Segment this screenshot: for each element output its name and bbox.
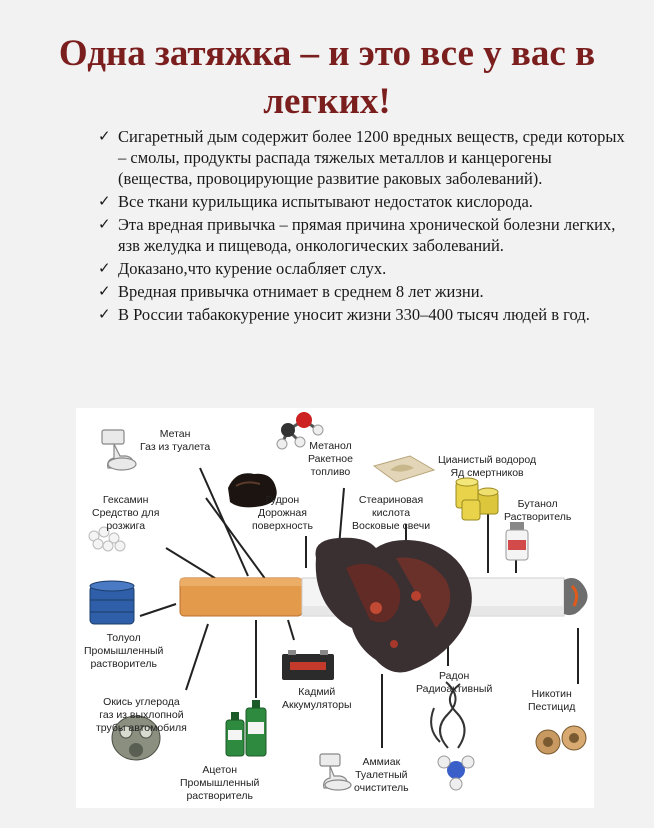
canister-icon — [456, 478, 498, 520]
label-acetone — [180, 764, 259, 803]
label-methanol-desc1: Ракетное — [308, 453, 353, 465]
label-ammonia-name: Аммиак — [362, 756, 401, 768]
lung-spot — [390, 640, 398, 648]
label-methanol — [308, 440, 353, 479]
fact-item — [98, 304, 626, 325]
ammonia-toilet-icon — [320, 754, 351, 790]
label-methane-name: Метан — [159, 428, 191, 440]
check-icon: ✓ — [98, 215, 111, 233]
ammonia-molecule-icon — [438, 756, 474, 790]
cigarette-infographic — [76, 408, 594, 808]
label-hexamine-name: Гексамин — [102, 494, 149, 506]
label-methane-desc: Газ из туалета — [140, 441, 211, 453]
label-co — [96, 696, 187, 735]
label-co-name: Окись углерода — [103, 696, 180, 708]
label-nicotine-desc: Пестицид — [528, 701, 576, 713]
label-radon-name: Радон — [439, 670, 470, 682]
check-icon: ✓ — [98, 127, 111, 145]
label-cadmium-name: Кадмий — [298, 686, 336, 698]
page-title: Одна затяжка – и это все у вас в легких! — [58, 33, 596, 122]
label-tar-name: Гудрон — [265, 494, 300, 506]
label-methane — [140, 428, 210, 454]
label-hcn — [438, 454, 536, 480]
barrel-icon — [90, 581, 134, 624]
fact-item — [98, 281, 626, 302]
line-co — [186, 624, 208, 690]
label-butanol-desc: Растворитель — [504, 511, 572, 523]
label-tar-desc1: Дорожная — [257, 507, 307, 519]
label-acetone-desc1: Промышленный — [180, 777, 260, 789]
fact-item — [98, 126, 626, 189]
line-hexamine — [166, 548, 218, 580]
label-hexamine-desc1: Средство для — [92, 507, 160, 519]
fact-item — [98, 191, 626, 212]
check-icon: ✓ — [98, 305, 111, 323]
label-butanol-name: Бутанол — [517, 498, 558, 510]
label-acetone-desc2: растворитель — [186, 790, 253, 802]
check-icon: ✓ — [98, 259, 111, 277]
label-radon-desc: Радиоактивный — [416, 683, 493, 695]
fact-text: Сигаретный дым содержит более 1200 вредных веществ, среди которых – смолы, продукты распада тяжелых металлов и канцерогены (вещества, провоцирующие развитие раковых заболеваний). — [118, 127, 625, 188]
label-methanol-desc2: топливо — [310, 466, 351, 478]
label-cadmium-desc: Аккумуляторы — [282, 699, 352, 711]
facts-list — [98, 126, 626, 327]
check-icon: ✓ — [98, 192, 111, 210]
line-toluene — [140, 604, 176, 616]
label-hcn-desc: Яд смертников — [450, 467, 524, 479]
line-cadmium — [288, 620, 294, 640]
label-stearic-desc1: кислота — [371, 507, 411, 519]
label-nicotine — [528, 688, 575, 714]
label-stearic-name: Стеариновая — [358, 494, 424, 506]
nicotine-rolls-icon — [536, 726, 586, 754]
fact-text: Эта вредная привычка – прямая причина хронической болезни легких, язв желудка и пищевода, онкологических заболеваний. — [118, 215, 616, 255]
battery-icon — [282, 650, 334, 680]
label-hexamine-desc2: розжига — [106, 520, 146, 532]
label-radon — [416, 670, 492, 696]
label-cadmium — [282, 686, 352, 712]
lung-spot — [370, 602, 382, 614]
label-ammonia-desc1: Туалетный — [355, 769, 408, 781]
fact-text: Все ткани курильщика испытывают недостаток кислорода. — [118, 192, 533, 211]
lung-spot — [411, 591, 421, 601]
label-butanol — [504, 498, 571, 524]
label-stearic-desc2: Восковые свечи — [352, 520, 431, 532]
label-hcn-name: Цианистый водород — [438, 454, 537, 466]
label-methanol-name: Метанол — [309, 440, 352, 452]
label-ammonia-desc2: очиститель — [354, 782, 409, 794]
label-stearic — [352, 494, 430, 533]
fact-text: Вредная привычка отнимает в среднем 8 лет жизни. — [118, 282, 484, 301]
toilet-icon — [102, 430, 136, 470]
check-icon: ✓ — [98, 282, 111, 300]
label-nicotine-name: Никотин — [531, 688, 572, 700]
fact-text: В России табакокурение уносит жизни 330–400 тысяч людей в год. — [118, 305, 590, 324]
label-tar — [252, 494, 313, 533]
label-co-desc2: трубы автомобиля — [96, 722, 187, 734]
filter-highlight — [180, 578, 302, 586]
label-toluene — [84, 632, 163, 671]
label-acetone-name: Ацетон — [202, 764, 238, 776]
acetone-bottles-icon — [226, 700, 266, 756]
fact-item — [98, 258, 626, 279]
bottle-icon — [506, 522, 528, 560]
fact-text: Доказано,что курение ослабляет слух. — [118, 259, 387, 278]
label-tar-desc2: поверхность — [252, 520, 313, 532]
label-toluene-name: Толуол — [106, 632, 141, 644]
label-toluene-desc2: растворитель — [90, 658, 157, 670]
label-hexamine — [92, 494, 159, 533]
label-toluene-desc1: Промышленный — [84, 645, 164, 657]
label-ammonia — [354, 756, 409, 795]
label-co-desc1: газ из выхлопной — [99, 709, 184, 721]
fact-item — [98, 214, 626, 256]
